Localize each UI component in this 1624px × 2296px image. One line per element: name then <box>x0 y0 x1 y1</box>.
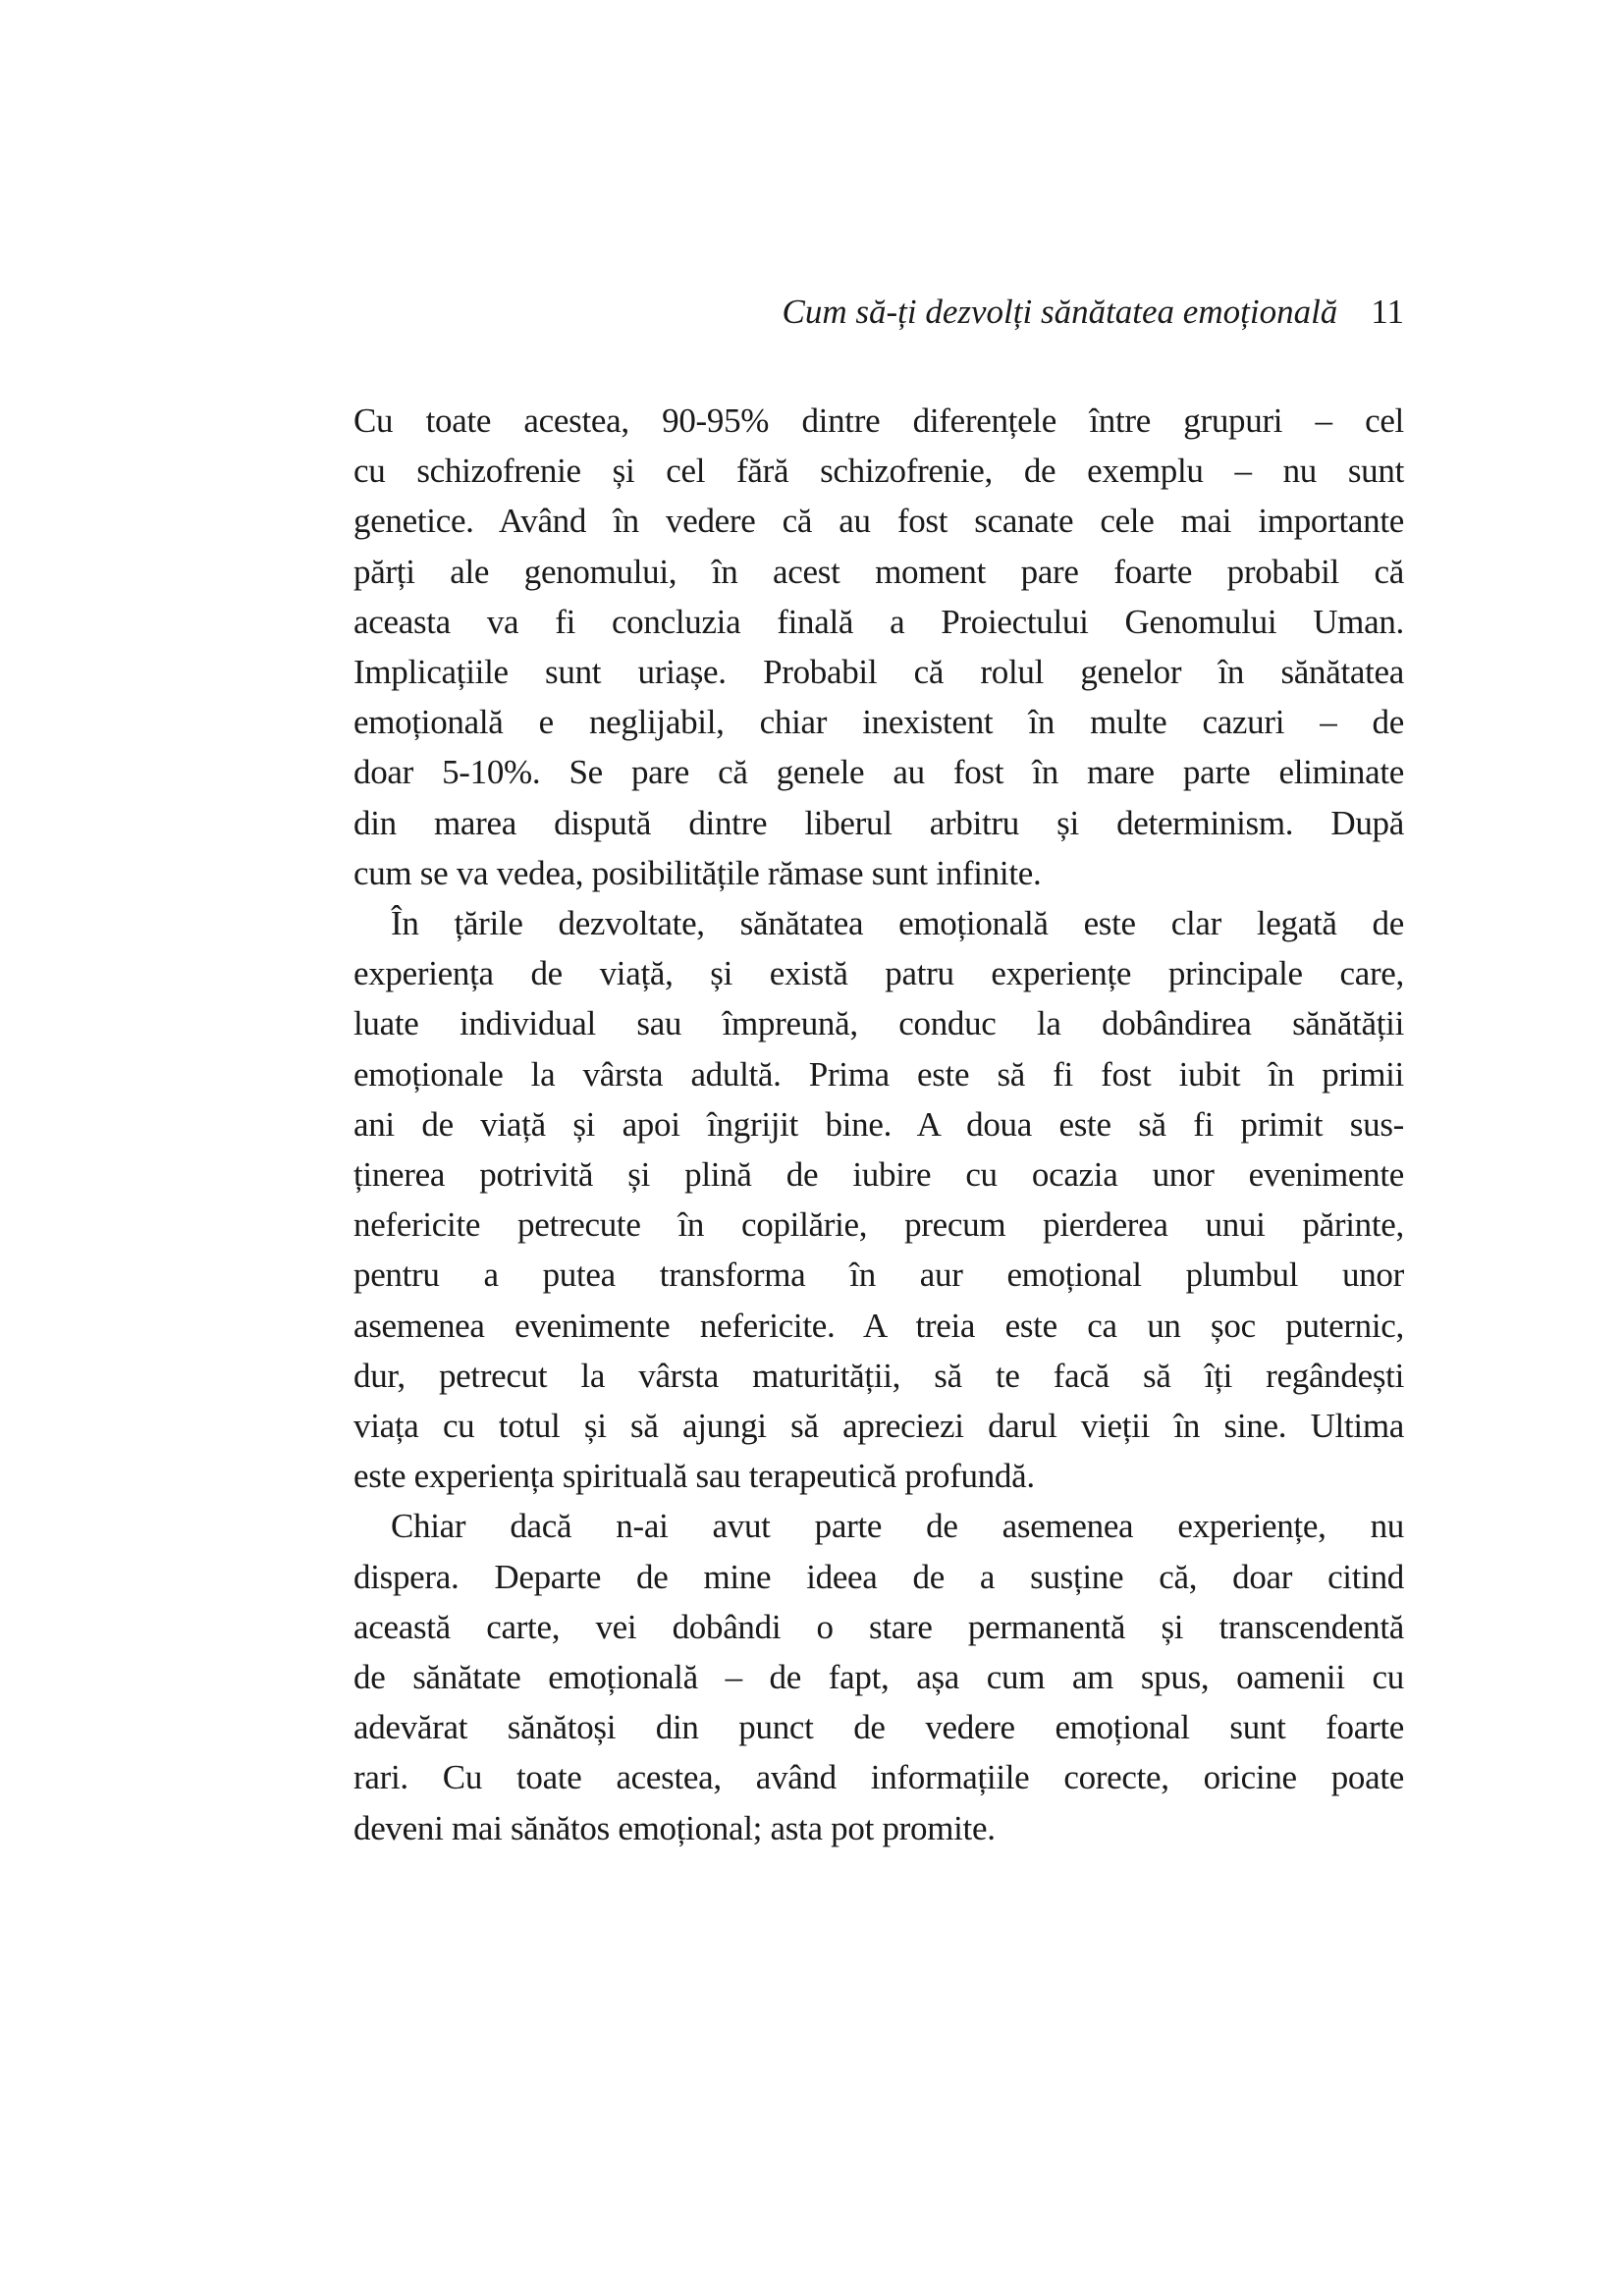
text-line: dispera. Departe de mine ideea de a susține că, doar citind <box>353 1557 1404 1596</box>
text-line: viața cu totul și să ajungi să apreciezi darul vieții în sine. Ultima <box>353 1407 1404 1446</box>
running-header <box>353 293 1404 332</box>
text-line: emoțională e neglijabil, chiar inexistent în multe cazuri – de <box>353 703 1404 742</box>
text-line: aceasta va fi concluzia finală a Proiectului Genomului Uman. <box>353 602 1404 641</box>
text-line: ținerea potrivită și plină de iubire cu ocazia unor evenimente <box>353 1155 1404 1195</box>
text-line: Implicațiile sunt uriașe. Probabil că rolul genelor în sănătatea <box>353 653 1404 692</box>
text-line: luate individual sau împreună, conduc la dobândirea sănătății <box>353 1004 1404 1043</box>
text-line: doar 5-10%. Se pare că genele au fost în mare parte eliminate <box>353 753 1404 792</box>
body-text <box>353 396 1404 1853</box>
text-line: emoționale la vârsta adultă. Prima este să fi fost iubit în primii <box>353 1054 1404 1094</box>
text-line: pentru a putea transforma în aur emoțional plumbul unor <box>353 1255 1404 1295</box>
text-line: În țările dezvoltate, sănătatea emoțională este clar legată de <box>391 904 1404 943</box>
text-line: este experiența spirituală sau terapeutică profundă. <box>353 1457 1035 1496</box>
text-line: din marea dispută dintre liberul arbitru și determinism. După <box>353 803 1404 842</box>
text-line: deveni mai sănătos emoțional; asta pot promite. <box>353 1808 996 1847</box>
text-line: de sănătate emoțională – de fapt, așa cum am spus, oamenii cu <box>353 1658 1404 1697</box>
text-line: nefericite petrecute în copilărie, precum pierderea unui părinte, <box>353 1205 1404 1245</box>
text-line: dur, petrecut la vârsta maturității, să te facă să îți regândești <box>353 1356 1404 1395</box>
text-line: această carte, vei dobândi o stare permanentă și transcendentă <box>353 1607 1404 1646</box>
text-line: experiența de viață, și există patru experiențe principale care, <box>353 954 1404 993</box>
text-line: Chiar dacă n-ai avut parte de asemenea experiențe, nu <box>391 1507 1404 1546</box>
text-line: genetice. Având în vedere că au fost scanate cele mai importante <box>353 502 1404 541</box>
paragraph <box>353 1501 1404 1852</box>
text-line: rari. Cu toate acestea, având informațiile corecte, oricine poate <box>353 1758 1404 1797</box>
text-line: adevărat sănătoși din punct de vedere emoțional sunt foarte <box>353 1708 1404 1747</box>
text-line: cum se va vedea, posibilitățile rămase sunt infinite. <box>353 853 1042 892</box>
paragraph <box>353 396 1404 898</box>
text-line: părți ale genomului, în acest moment pare foarte probabil că <box>353 552 1404 591</box>
page-number: 11 <box>1371 293 1404 331</box>
text-line: cu schizofrenie și cel fără schizofrenie, de exemplu – nu sunt <box>353 452 1404 491</box>
text-line: Cu toate acestea, 90-95% dintre diferențele între grupuri – cel <box>353 401 1404 440</box>
text-line: ani de viață și apoi îngrijit bine. A doua este să fi primit sus- <box>353 1104 1404 1144</box>
text-line: asemenea evenimente nefericite. A treia este ca un șoc puternic, <box>353 1306 1404 1345</box>
paragraph <box>353 898 1404 1501</box>
running-title: Cum să-ți dezvolți sănătatea emoțională <box>782 293 1338 331</box>
